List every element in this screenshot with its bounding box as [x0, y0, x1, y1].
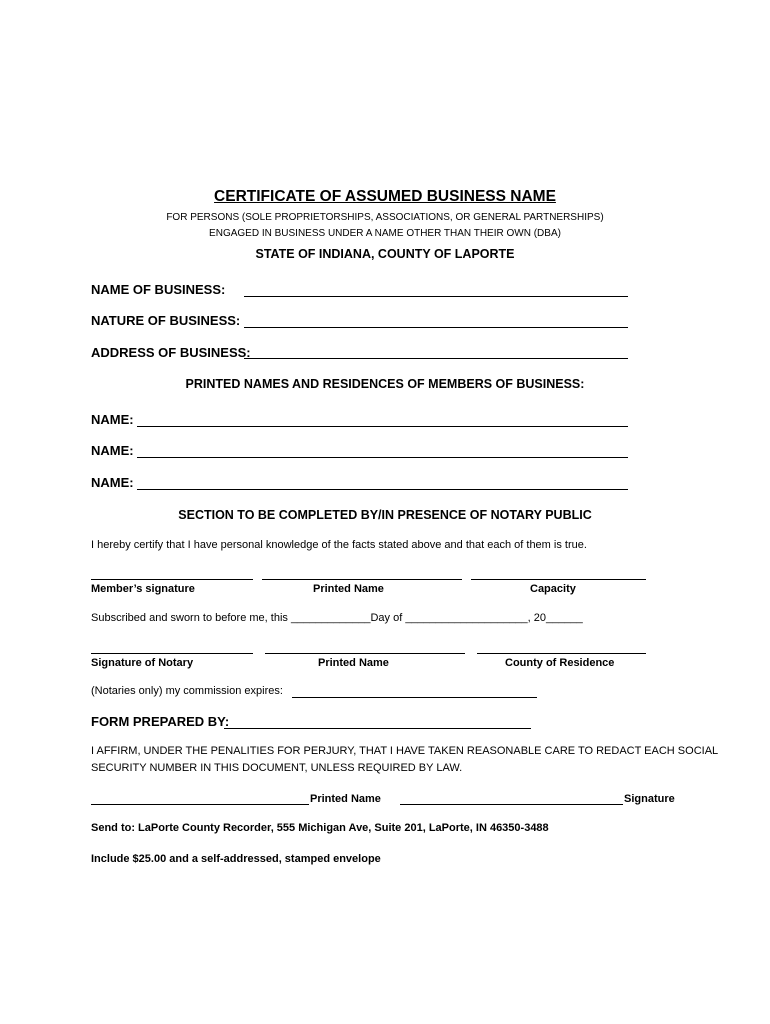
member-name-field-3[interactable] [137, 489, 628, 490]
member-name-field-2[interactable] [137, 457, 628, 458]
commission-expires-label: (Notaries only) my commission expires: [91, 685, 283, 697]
business-address-field[interactable] [244, 358, 628, 359]
preparer-printed-name-field[interactable] [91, 804, 309, 805]
preparer-signature-field[interactable] [400, 804, 623, 805]
members-heading: PRINTED NAMES AND RESIDENCES OF MEMBERS OF BUSINESS: [185, 377, 585, 391]
document-title: CERTIFICATE OF ASSUMED BUSINESS NAME [214, 188, 556, 205]
commission-expires-field[interactable] [292, 697, 537, 698]
fee-instructions: Include $25.00 and a self-addressed, stamped envelope [91, 853, 381, 865]
member-signature-label: Member’s signature [91, 583, 195, 595]
notary-signature-field[interactable] [91, 653, 253, 654]
affirm-statement-line-1: I AFFIRM, UNDER THE PENALITIES FOR PERJURY, THAT I HAVE TAKEN REASONABLE CARE TO REDACT EACH SOCIAL [91, 745, 719, 757]
member-capacity-field[interactable] [471, 579, 646, 580]
affirm-statement-line-2: SECURITY NUMBER IN THIS DOCUMENT, UNLESS REQUIRED BY LAW. [91, 762, 463, 774]
notary-county-field[interactable] [477, 653, 646, 654]
business-name-label: NAME OF BUSINESS: [91, 282, 226, 297]
member-printed-name-field[interactable] [262, 579, 462, 580]
send-to-address: Send to: LaPorte County Recorder, 555 Michigan Ave, Suite 201, LaPorte, IN 46350-3488 [91, 822, 549, 834]
business-nature-label: NATURE OF BUSINESS: [91, 313, 241, 328]
notary-signature-label: Signature of Notary [91, 657, 194, 669]
notary-heading: SECTION TO BE COMPLETED BY/IN PRESENCE OF NOTARY PUBLIC [178, 508, 592, 522]
subtitle-line-2: ENGAGED IN BUSINESS UNDER A NAME OTHER THAN THEIR OWN (DBA) [209, 228, 561, 239]
member-name-field-1[interactable] [137, 426, 628, 427]
county-of-residence-label: County of Residence [505, 657, 615, 669]
sworn-statement: Subscribed and sworn to before me, this _____________Day of ____________________, 20______ [91, 612, 583, 624]
form-prepared-by-field[interactable] [224, 728, 531, 729]
notary-printed-name-field[interactable] [265, 653, 465, 654]
member-name-label-1: NAME: [91, 412, 134, 427]
member-name-label-3: NAME: [91, 475, 134, 490]
preparer-printed-name-label: Printed Name [310, 793, 381, 805]
subtitle-line-1: FOR PERSONS (SOLE PROPRIETORSHIPS, ASSOCIATIONS, OR GENERAL PARTNERSHIPS) [166, 212, 604, 223]
business-address-label: ADDRESS OF BUSINESS: [91, 345, 251, 360]
state-county-line: STATE OF INDIANA, COUNTY OF LAPORTE [255, 247, 515, 261]
member-printed-name-label: Printed Name [313, 583, 384, 595]
form-prepared-by-label: FORM PREPARED BY: [91, 714, 230, 729]
member-capacity-label: Capacity [530, 583, 576, 595]
member-name-label-2: NAME: [91, 443, 134, 458]
business-nature-field[interactable] [244, 327, 628, 328]
business-name-field[interactable] [244, 296, 628, 297]
notary-printed-name-label: Printed Name [318, 657, 389, 669]
member-signature-field[interactable] [91, 579, 253, 580]
preparer-signature-label: Signature [624, 793, 675, 805]
certify-statement: I hereby certify that I have personal knowledge of the facts stated above and that each of them is true. [91, 539, 587, 551]
